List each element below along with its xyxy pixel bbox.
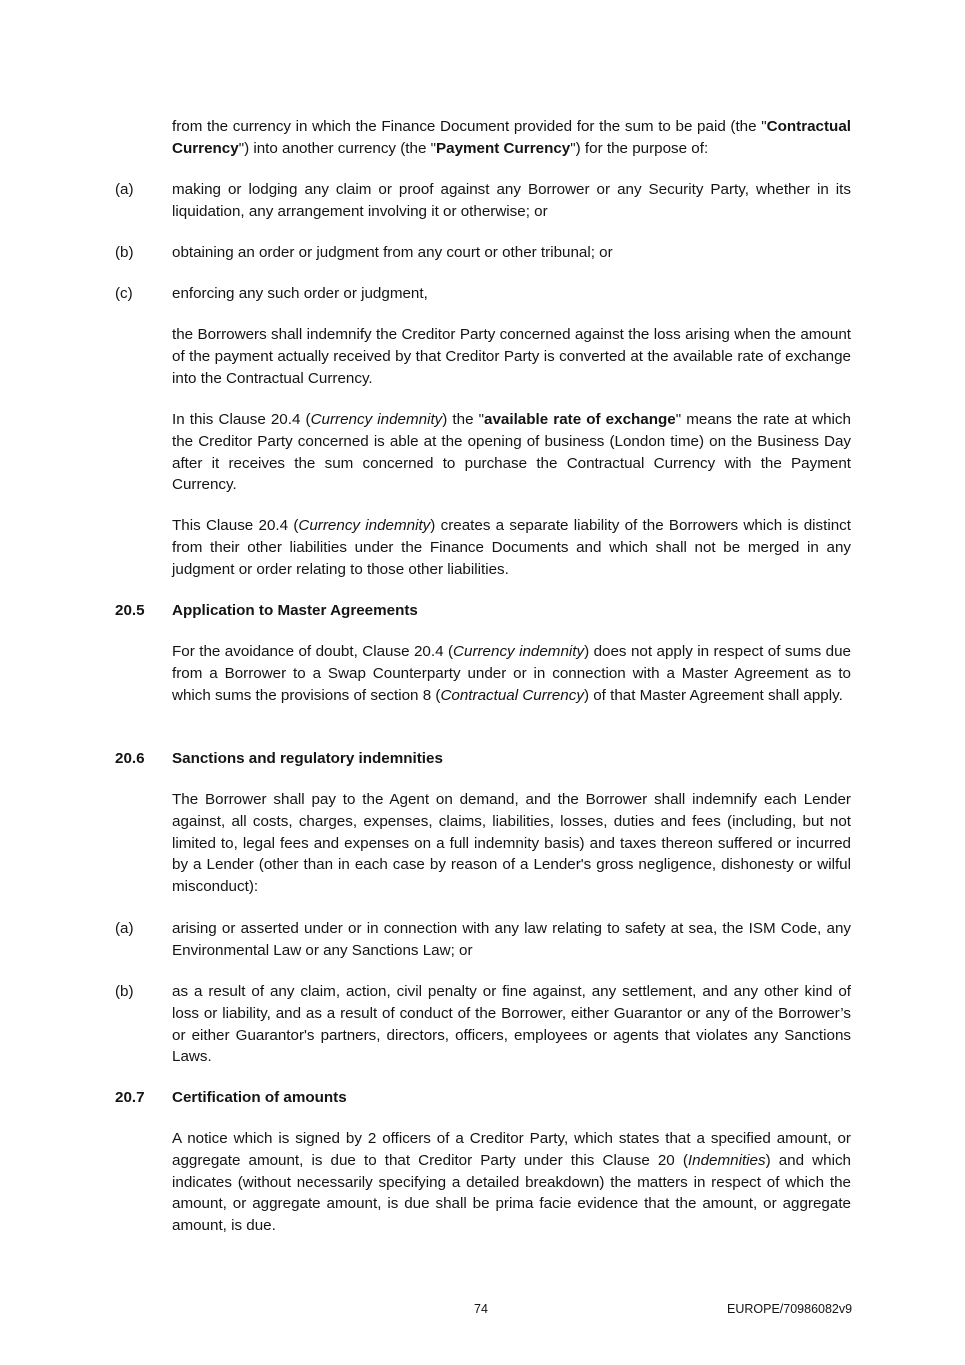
section-body: A notice which is signed by 2 officers of a Creditor Party, which states that a specified amount, or aggregate amount, is due to that Creditor Party under this Clause 20 (Indemnities) and which indicates (without necessarily specifying a detailed breakdown) the matters in respect of which the amount, or aggregate amount, is due shall be prima facie evidence that the amount, or aggregate amount, is due. — [172, 1130, 851, 1235]
list-item-label: (c) — [115, 285, 133, 302]
list-item-label: (a) — [115, 920, 134, 937]
list-item-label: (b) — [115, 244, 134, 261]
list-item-text: enforcing any such order or judgment, — [172, 285, 428, 302]
section-heading: Sanctions and regulatory indemnities — [172, 750, 443, 767]
section-number: 20.7 — [115, 1089, 145, 1106]
continuation-paragraph: from the currency in which the Finance Document provided for the sum to be paid (the "Contractual Currency") into another currency (the "Payment Currency") for the purpose of: — [172, 118, 851, 157]
section-number: 20.5 — [115, 602, 145, 619]
page-number: 74 — [474, 1302, 488, 1316]
list-item-label: (a) — [115, 181, 134, 198]
section-heading: Certification of amounts — [172, 1089, 347, 1106]
list-item-text: arising or asserted under or in connection with any law relating to safety at sea, the ISM Code, any Environmental Law or any Sanctions Law; or — [172, 920, 851, 959]
document-reference: EUROPE/70986082v9 — [727, 1302, 853, 1316]
list-item-label: (b) — [115, 983, 134, 1000]
list-item-text: as a result of any claim, action, civil penalty or fine against, any settlement, and any other kind of loss or liability, and as a result of conduct of the Borrower, either Guarantor or any of the Borrower’s or either Guarantor's partners, directors, officers, employees or agents that violates any Sanctions Laws. — [172, 983, 851, 1066]
section-body: The Borrower shall pay to the Agent on demand, and the Borrower shall indemnify each Lender against, all costs, charges, expenses, claims, liabilities, losses, duties and fees (including, but not limited to, legal fees and expenses on a full indemnity basis) and taxes thereon suffered or incurred by a Lender (other than in each case by reason of a Lender's gross negligence, dishonesty or wilful misconduct): — [172, 791, 851, 896]
section-heading: Application to Master Agreements — [172, 602, 418, 619]
separate-liability-paragraph: This Clause 20.4 (Currency indemnity) creates a separate liability of the Borrowers which is distinct from their other liabilities under the Finance Documents and which shall not be merged in any judgment or order relating to those other liabilities. — [172, 517, 851, 578]
section-number: 20.6 — [115, 750, 145, 767]
section-body: For the avoidance of doubt, Clause 20.4 (Currency indemnity) does not apply in respect of sums due from a Borrower to a Swap Counterparty under or in connection with a Master Agreement as to which sums the provisions of section 8 (Contractual Currency) of that Master Agreement shall apply. — [172, 643, 851, 704]
list-item-text: making or lodging any claim or proof against any Borrower or any Security Party, whether in its liquidation, any arrangement involving it or otherwise; or — [172, 181, 851, 220]
indemnify-paragraph: the Borrowers shall indemnify the Creditor Party concerned against the loss arising when the amount of the payment actually received by that Creditor Party is converted at the available rate of exchange into the Contractual Currency. — [172, 326, 851, 387]
list-item-text: obtaining an order or judgment from any court or other tribunal; or — [172, 244, 613, 261]
rate-definition-paragraph: In this Clause 20.4 (Currency indemnity) the "available rate of exchange" means the rate at which the Creditor Party concerned is able at the opening of business (London time) on the Business Day after it receives the sum concerned to purchase the Contractual Currency with the Payment Currency. — [172, 411, 851, 494]
